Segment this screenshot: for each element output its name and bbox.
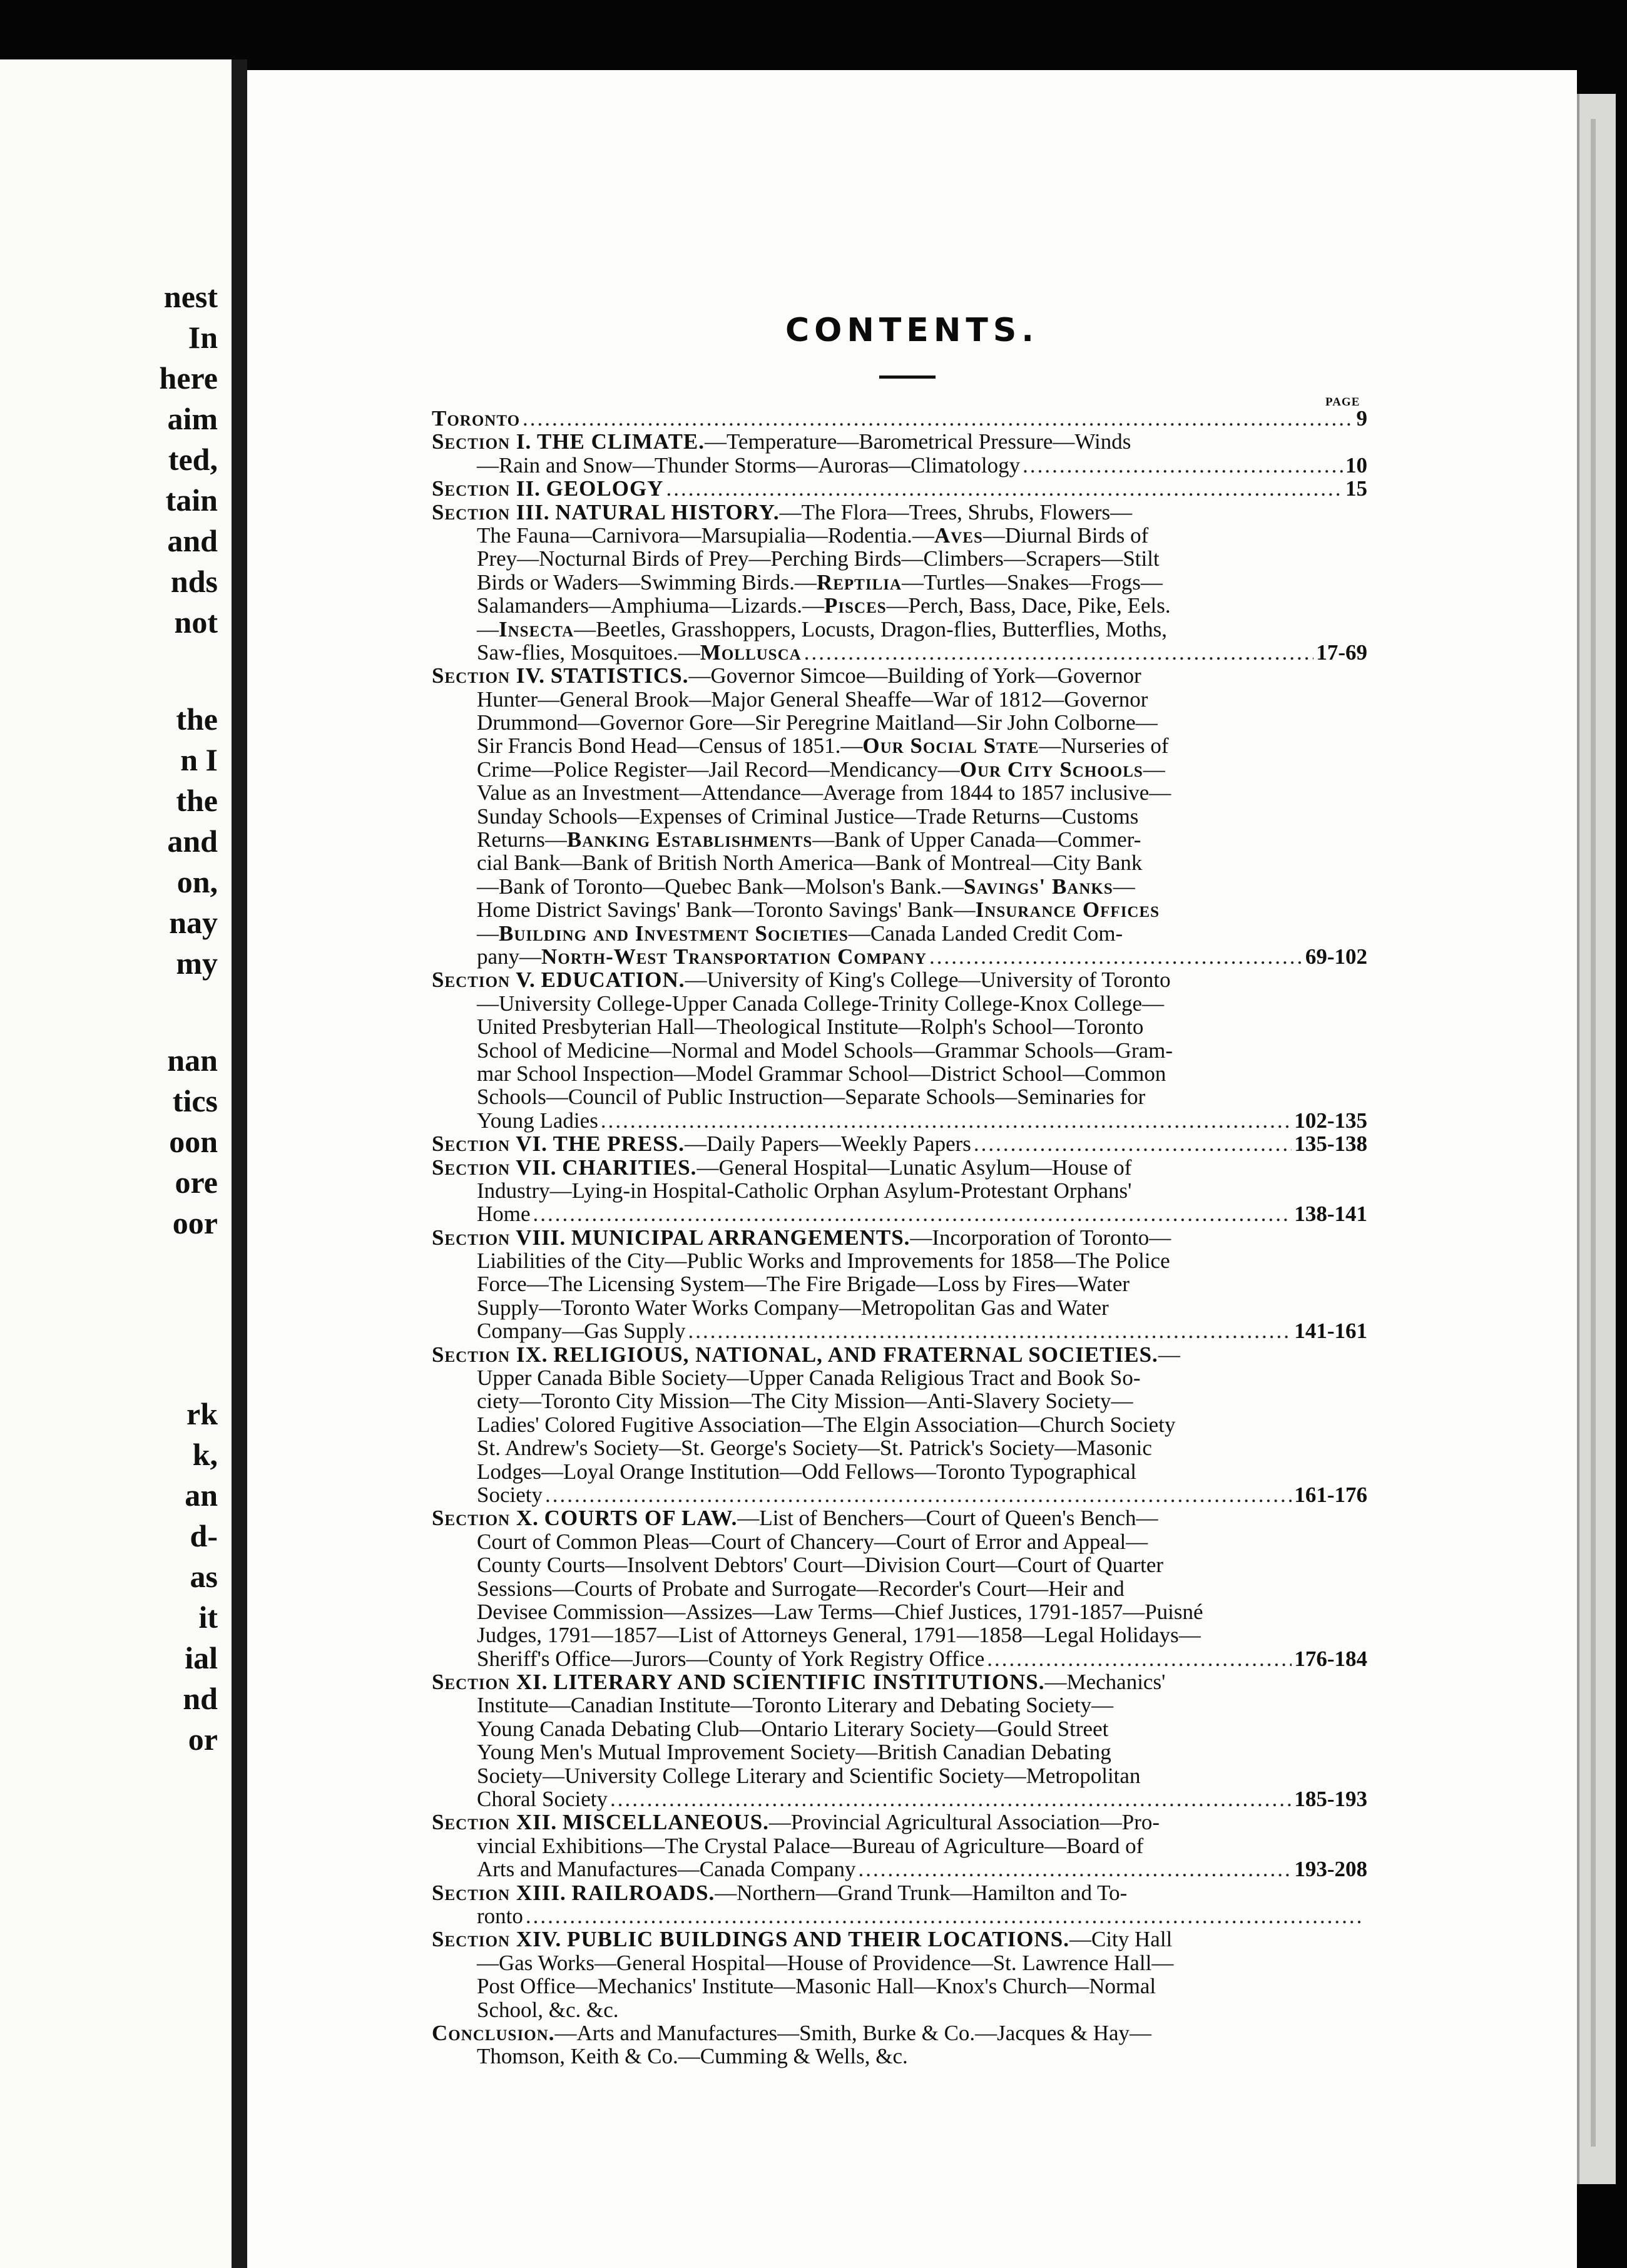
toc-entry-line: Home District Savings' Bank—Toronto Savings' Bank—Insurance Offices bbox=[477, 897, 1160, 922]
toc-entry bbox=[432, 1881, 1367, 1928]
page-number: 141-161 bbox=[1294, 1319, 1367, 1344]
toc-entry bbox=[432, 1132, 1367, 1155]
page-number: 102-135 bbox=[1294, 1108, 1367, 1133]
toc-entry-line bbox=[432, 945, 1367, 968]
toc-entry-line: Birds or Waders—Swimming Birds.—Reptilia—Turtles—Snakes—Frogs— bbox=[477, 570, 1163, 595]
toc-entry bbox=[432, 968, 1367, 1132]
facing-page-line: ted, bbox=[168, 442, 218, 477]
dot-leader bbox=[601, 1109, 1292, 1132]
toc-entry bbox=[432, 1226, 1367, 1343]
toc-entry-line: United Presbyterian Hall—Theological Institute—Rolph's School—Toronto bbox=[477, 1014, 1144, 1040]
facing-page-line: and bbox=[167, 523, 218, 558]
toc-entry-line: Force—The Licensing System—The Fire Brigade—Loss by Fires—Water bbox=[477, 1272, 1130, 1297]
facing-page-line: rk bbox=[186, 1396, 218, 1431]
toc-entry-line: Post Office—Mechanics' Institute—Masonic Hall—Knox's Church—Normal bbox=[477, 1974, 1156, 1999]
toc-entry-line bbox=[432, 641, 1367, 664]
toc-entry-line bbox=[432, 477, 1367, 500]
dot-leader bbox=[804, 641, 1314, 664]
toc-entry-line: Sir Francis Bond Head—Census of 1851.—Our Social State—Nurseries of bbox=[477, 733, 1169, 759]
toc-entry-line: —University College-Upper Canada College-Trinity College-Knox College— bbox=[477, 991, 1165, 1016]
facing-page-line: nan bbox=[167, 1043, 218, 1078]
page-number: 176-184 bbox=[1294, 1646, 1367, 1671]
toc-entry-line: Lodges—Loyal Orange Institution—Odd Fellows—Toronto Typographical bbox=[477, 1459, 1137, 1484]
toc-entry-line bbox=[432, 1787, 1367, 1811]
facing-page-line: tain bbox=[165, 483, 218, 518]
dot-leader bbox=[610, 1787, 1292, 1811]
facing-page-line: the bbox=[176, 702, 218, 737]
toc-entry-line: School, &c. &c. bbox=[477, 1997, 619, 2022]
toc-entry-line: Young Men's Mutual Improvement Society—British Canadian Debating bbox=[477, 1740, 1111, 1765]
facing-page-line: it bbox=[198, 1600, 218, 1635]
toc-entry-line: Section IX. RELIGIOUS, NATIONAL, AND FRATERNAL SOCIETIES.— bbox=[432, 1342, 1180, 1367]
toc-entry-line: Returns—Banking Establishments—Bank of Upper Canada—Commer- bbox=[477, 827, 1141, 852]
toc-entry-line: Thomson, Keith & Co.—Cumming & Wells, &c. bbox=[477, 2044, 908, 2069]
toc-entry-line: ciety—Toronto City Mission—The City Mission—Anti-Slavery Society— bbox=[477, 1389, 1133, 1414]
toc-entry bbox=[432, 2021, 1367, 2068]
facing-page-line: oor bbox=[172, 1205, 218, 1240]
toc-entry-line bbox=[432, 1202, 1367, 1225]
toc-entry-line bbox=[432, 1647, 1367, 1670]
toc-entry-text: Society bbox=[477, 1482, 543, 1507]
facing-page-line: my bbox=[176, 946, 218, 981]
title-rule bbox=[879, 375, 936, 379]
toc-entry-text: ronto bbox=[477, 1904, 523, 1928]
toc-entry-line: Judges, 1791—1857—List of Attorneys General, 1791—1858—Legal Holidays— bbox=[477, 1623, 1201, 1648]
toc-entry-line: Hunter—General Brook—Major General Sheaffe—War of 1812—Governor bbox=[477, 687, 1148, 712]
facing-page-line: aim bbox=[167, 401, 218, 436]
facing-page-line: nay bbox=[169, 905, 218, 940]
table-of-contents bbox=[432, 407, 1367, 2068]
toc-entry-line: St. Andrew's Society—St. George's Society—St. Patrick's Society—Masonic bbox=[477, 1436, 1152, 1461]
toc-entry-text: Section II. GEOLOGY bbox=[432, 476, 664, 501]
toc-entry-line: —Building and Investment Societies—Canada Landed Credit Com- bbox=[477, 921, 1123, 946]
toc-entry-line: Section I. THE CLIMATE.—Temperature—Barometrical Pressure—Winds bbox=[432, 429, 1131, 454]
toc-entry-line: Sessions—Courts of Probate and Surrogate—Recorder's Court—Heir and bbox=[477, 1576, 1125, 1601]
dot-leader bbox=[688, 1319, 1292, 1342]
dot-leader bbox=[523, 407, 1354, 430]
toc-entry-line: Court of Common Pleas—Court of Chancery—Court of Error and Appeal— bbox=[477, 1529, 1148, 1554]
facing-page-line: n I bbox=[180, 742, 218, 777]
toc-entry-line: Section XIV. PUBLIC BUILDINGS AND THEIR LOCATIONS.—City Hall bbox=[432, 1927, 1173, 1952]
facing-page-line: the bbox=[176, 783, 218, 818]
dot-leader bbox=[526, 1904, 1365, 1928]
toc-entry-line: Section VIII. MUNICIPAL ARRANGEMENTS.—Incorporation of Toronto— bbox=[432, 1225, 1171, 1250]
toc-entry bbox=[432, 407, 1367, 430]
toc-entry-line: Schools—Council of Public Instruction—Separate Schools—Seminaries for bbox=[477, 1085, 1146, 1110]
toc-entry-line: Young Canada Debating Club—Ontario Literary Society—Gould Street bbox=[477, 1716, 1109, 1741]
toc-entry-line: —Gas Works—General Hospital—House of Providence—St. Lawrence Hall— bbox=[477, 1950, 1174, 1975]
facing-page-line: nd bbox=[183, 1681, 218, 1716]
facing-page-line: and bbox=[167, 824, 218, 859]
facing-page-line: an bbox=[185, 1478, 218, 1513]
toc-entry-line: Devisee Commission—Assizes—Law Terms—Chief Justices, 1791-1857—Puisné bbox=[477, 1599, 1203, 1624]
facing-page-line: or bbox=[188, 1722, 218, 1757]
toc-entry-line: Ladies' Colored Fugitive Association—The Elgin Association—Church Society bbox=[477, 1412, 1176, 1437]
facing-page-line: d- bbox=[190, 1518, 218, 1553]
toc-entry bbox=[432, 1506, 1367, 1670]
toc-entry-text: Choral Society bbox=[477, 1787, 608, 1812]
toc-entry bbox=[432, 1343, 1367, 1507]
facing-page-line: nest bbox=[163, 279, 218, 314]
toc-entry-line bbox=[432, 1483, 1367, 1506]
facing-page-line: In bbox=[188, 320, 218, 355]
toc-entry-text: Young Ladies bbox=[477, 1108, 598, 1133]
toc-entry-line bbox=[432, 1319, 1367, 1342]
toc-entry-line: Conclusion.—Arts and Manufactures—Smith, Burke & Co.—Jacques & Hay— bbox=[432, 2020, 1152, 2045]
toc-entry-text: Toronto bbox=[432, 406, 521, 431]
facing-page-line: not bbox=[174, 605, 218, 640]
dot-leader bbox=[666, 477, 1343, 500]
toc-entry-line: —Insecta—Beetles, Grasshoppers, Locusts, Dragon-flies, Butterflies, Moths, bbox=[477, 616, 1167, 641]
page-number: 9 bbox=[1356, 406, 1367, 431]
toc-entry-line: Section V. EDUCATION.—University of King's College—University of Toronto bbox=[432, 968, 1171, 993]
page-number: 135-138 bbox=[1294, 1131, 1367, 1157]
toc-entry-line: Sunday Schools—Expenses of Criminal Justice—Trade Returns—Customs bbox=[477, 804, 1139, 829]
toc-entry-text: Company—Gas Supply bbox=[477, 1319, 686, 1344]
page-number: 161-176 bbox=[1294, 1482, 1367, 1507]
toc-entry bbox=[432, 430, 1367, 477]
page-number: 69-102 bbox=[1305, 944, 1367, 969]
toc-entry-line: Salamanders—Amphiuma—Lizards.—Pisces—Perch, Bass, Dace, Pike, Eels. bbox=[477, 593, 1171, 618]
toc-entry-text: Saw-flies, Mosquitoes.—Mollusca bbox=[477, 640, 802, 665]
toc-entry-text: pany—North-West Transportation Company bbox=[477, 944, 927, 969]
toc-entry-line: Liabilities of the City—Public Works and Improvements for 1858—The Police bbox=[477, 1249, 1170, 1274]
facing-page bbox=[0, 59, 232, 2268]
page-number: 15 bbox=[1345, 476, 1367, 501]
toc-entry bbox=[432, 1670, 1367, 1811]
facing-page-line: nds bbox=[170, 564, 218, 599]
toc-entry-line bbox=[432, 1904, 1367, 1928]
toc-entry-line: Section X. COURTS OF LAW.—List of Benchers—Court of Queen's Bench— bbox=[432, 1506, 1158, 1531]
toc-entry-line: vincial Exhibitions—The Crystal Palace—Bureau of Agriculture—Board of bbox=[477, 1833, 1144, 1858]
toc-entry-line: mar School Inspection—Model Grammar School—District School—Common bbox=[477, 1061, 1166, 1086]
page-number: 193-208 bbox=[1294, 1857, 1367, 1882]
facing-page-line: here bbox=[159, 360, 218, 396]
toc-entry-line: Upper Canada Bible Society—Upper Canada Religious Tract and Book So- bbox=[477, 1366, 1141, 1391]
toc-entry-line: County Courts—Insolvent Debtors' Court—Division Court—Court of Quarter bbox=[477, 1553, 1164, 1578]
facing-page-line: tics bbox=[172, 1083, 218, 1118]
book-gutter bbox=[232, 59, 247, 2268]
page-number: 17-69 bbox=[1316, 640, 1367, 665]
facing-page-line: as bbox=[190, 1559, 218, 1594]
toc-entry bbox=[432, 477, 1367, 500]
toc-entry-line: Institute—Canadian Institute—Toronto Literary and Debating Society— bbox=[477, 1693, 1114, 1718]
toc-entry-line bbox=[432, 1132, 1367, 1155]
page-number: 138-141 bbox=[1294, 1202, 1367, 1227]
toc-entry-text: Home bbox=[477, 1202, 531, 1227]
dot-leader bbox=[974, 1132, 1292, 1155]
toc-entry-text: Section VI. THE PRESS.—Daily Papers—Weekly Papers bbox=[432, 1131, 971, 1157]
toc-entry-line: cial Bank—Bank of British North America—Bank of Montreal—City Bank bbox=[477, 850, 1143, 876]
toc-entry-line bbox=[432, 454, 1367, 477]
dot-leader bbox=[1023, 454, 1343, 477]
facing-page-line: k, bbox=[192, 1437, 218, 1472]
toc-entry-text: Sheriff's Office—Jurors—County of York Registry Office bbox=[477, 1646, 985, 1671]
toc-entry-text: —Rain and Snow—Thunder Storms—Auroras—Climatology bbox=[477, 452, 1021, 478]
toc-entry bbox=[432, 664, 1367, 968]
dot-leader bbox=[533, 1202, 1292, 1225]
toc-entry-line: Section XI. LITERARY AND SCIENTIFIC INSTITUTIONS.—Mechanics' bbox=[432, 1670, 1166, 1695]
toc-entry-line: Drummond—Governor Gore—Sir Peregrine Maitland—Sir John Colborne— bbox=[477, 710, 1158, 735]
toc-entry-line: Section III. NATURAL HISTORY.—The Flora—Trees, Shrubs, Flowers— bbox=[432, 499, 1133, 524]
toc-entry-line: Section XIII. RAILROADS.—Northern—Grand Trunk—Hamilton and To- bbox=[432, 1880, 1128, 1905]
toc-entry-line: Industry—Lying-in Hospital-Catholic Orphan Asylum-Protestant Orphans' bbox=[477, 1178, 1132, 1203]
toc-entry bbox=[432, 1811, 1367, 1881]
toc-entry bbox=[432, 1928, 1367, 2021]
toc-entry bbox=[432, 501, 1367, 665]
toc-entry-line bbox=[432, 1109, 1367, 1132]
dot-leader bbox=[987, 1647, 1292, 1670]
toc-entry-line bbox=[432, 407, 1367, 430]
facing-page-line: on, bbox=[176, 864, 218, 899]
facing-page-line: ial bbox=[185, 1640, 218, 1675]
page-column-label: PAGE bbox=[1325, 396, 1360, 409]
toc-entry-line: Society—University College Literary and Scientific Society—Metropolitan bbox=[477, 1763, 1141, 1788]
page-number: 185-193 bbox=[1294, 1787, 1367, 1812]
toc-entry-line: School of Medicine—Normal and Model Schools—Grammar Schools—Gram- bbox=[477, 1038, 1173, 1063]
dot-leader bbox=[545, 1483, 1292, 1506]
page-edge bbox=[1577, 94, 1616, 2184]
toc-entry-line: Section XII. MISCELLANEOUS.—Provincial Agricultural Association—Pro- bbox=[432, 1810, 1160, 1835]
toc-entry-line: —Bank of Toronto—Quebec Bank—Molson's Bank.—Savings' Banks— bbox=[477, 874, 1135, 899]
toc-entry-line: Value as an Investment—Attendance—Average from 1844 to 1857 inclusive— bbox=[477, 780, 1171, 805]
dot-leader bbox=[929, 945, 1303, 968]
toc-entry-line: Section VII. CHARITIES.—General Hospital—Lunatic Asylum—House of bbox=[432, 1155, 1132, 1180]
toc-entry bbox=[432, 1156, 1367, 1226]
toc-entry-line: The Fauna—Carnivora—Marsupialia—Rodentia.—Aves—Diurnal Birds of bbox=[477, 523, 1149, 548]
page-number: 10 bbox=[1345, 452, 1367, 478]
facing-page-line: ore bbox=[175, 1165, 218, 1200]
toc-entry-line: Supply—Toronto Water Works Company—Metropolitan Gas and Water bbox=[477, 1295, 1109, 1320]
toc-entry-line bbox=[432, 1857, 1367, 1881]
page-title: CONTENTS. bbox=[785, 312, 1039, 349]
toc-entry-text: Arts and Manufactures—Canada Company bbox=[477, 1857, 856, 1882]
toc-entry-line: Section IV. STATISTICS.—Governor Simcoe—Building of York—Governor bbox=[432, 663, 1141, 688]
facing-page-line: oon bbox=[169, 1124, 218, 1159]
toc-entry-line: Crime—Police Register—Jail Record—Mendicancy—Our City Schools— bbox=[477, 757, 1165, 782]
toc-entry-line: Prey—Nocturnal Birds of Prey—Perching Birds—Climbers—Scrapers—Stilt bbox=[477, 546, 1160, 571]
dot-leader bbox=[859, 1857, 1292, 1881]
